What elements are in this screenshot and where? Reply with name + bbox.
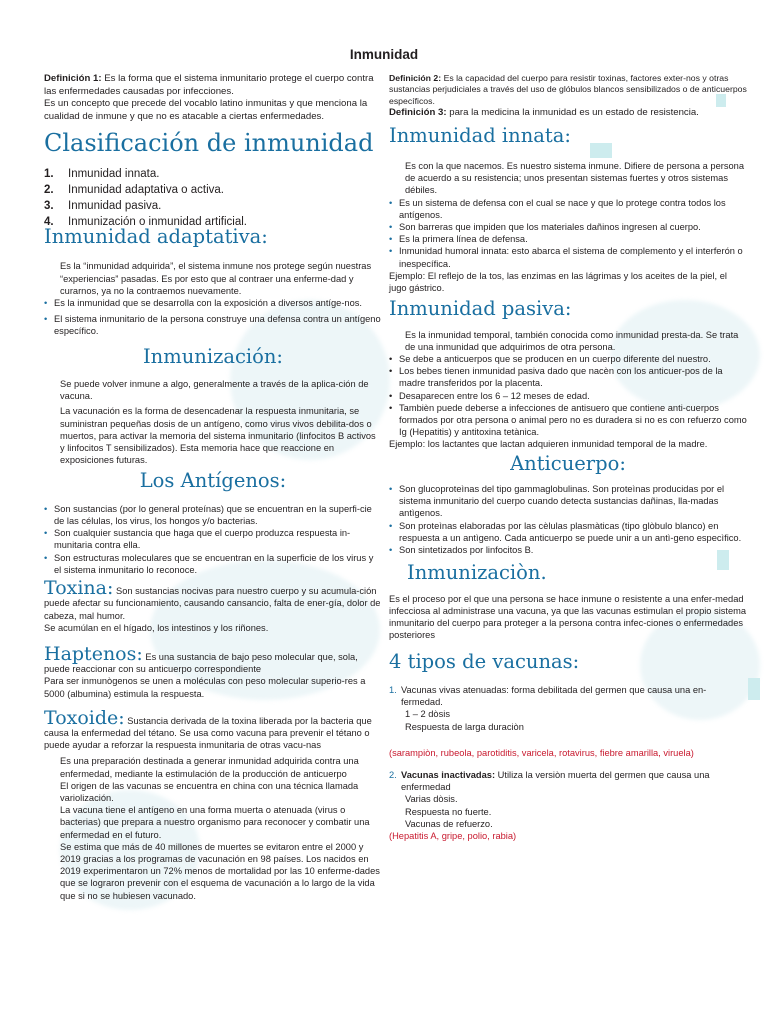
vacuna-1-line: Respuesta de larga duraciòn	[405, 721, 524, 732]
definition-3-text: para la medicina la inmunidad es un estado de resistencia.	[449, 106, 699, 118]
haptenos-heading: Haptenos:	[44, 642, 143, 665]
left-column	[44, 73, 382, 902]
vacuna-1-line: 1 – 2 dòsis	[405, 709, 450, 720]
list-item: 4. Inmunización o inmunidad artificial.	[44, 215, 247, 228]
definition-1-label: Definición 1:	[44, 73, 102, 84]
definition-2-text: Es la capacidad del cuerpo para resistir toxinas, factores exter-nos y otras sustancias perjudiciales a través del uso de glóbulos blancos sensibilizados o de anticuerpos específicos.	[389, 73, 747, 106]
definition-3	[389, 107, 747, 120]
inmunizacion-p1: Se puede volver inmune a algo, generalmente a través de la aplica-ción de vacuna.	[60, 379, 369, 402]
toxoide-para: Se estima que más de 40 millones de muertes se evitaron entre el 2000 y 2019 gracias a los programas de vacunación en 98 países. Los nacidos en 2019 experimentaron un 72% menos de mortalidad por las 10 enferme-dades que se lograron prevenir con el esquema de vacunación a lo largo de la vida que si no se hubiesen vacunado.	[60, 841, 380, 901]
adaptativa-intro: Es la “inmunidad adquirida”, el sistema inmune nos protege según nuestras “experiencias” pasadas. Es por esto que al contraer una enferme-dad y curarnos, ya no la contraemos nuevamente.	[60, 261, 372, 296]
list-item: 2. Inmunidad adaptativa o activa.	[44, 183, 224, 196]
list-item: • Son sustancias (por lo general proteínas) que se encuentran en la superfi-cie de las células, los virus, los hongos y/o bacterias.	[44, 503, 372, 527]
list-item: • Son barreras que impiden que los materiales dañinos ingresen al cuerpo.	[389, 221, 701, 232]
definition-1	[44, 73, 382, 123]
vacuna-2-examples: (Hepatitis A, gripe, polio, rabia)	[389, 830, 517, 841]
list-item: • Inmunidad humoral innata: esto abarca el sistema de complemento y el interferón o inespecífica.	[389, 246, 743, 269]
pasiva-intro: Es la inmunidad temporal, también conocida como inmunidad presta-da. Se trata de una inmunidad que adquirimos de otra persona.	[405, 329, 739, 352]
list-item: • Se debe a anticuerpos que se producen en un cuerpo diferente del nuestro.	[389, 353, 711, 364]
list-item: • Es la inmunidad que se desarrolla con la exposición a diversos antíge-nos.	[44, 298, 363, 308]
list-item: • El sistema inmunitario de la persona construye una defensa contra un antígeno específico.	[44, 314, 381, 337]
list-item: • Son cualquier sustancia que haga que el cuerpo produzca respuesta in-munitaria contra ella.	[44, 528, 351, 551]
haptenos-block	[44, 642, 382, 675]
toxoide-block	[44, 706, 382, 752]
vacuna-2-line: Respuesta no fuerte.	[405, 806, 492, 817]
list-item: • Son glucoproteìnas del tipo gammaglobulinas. Son proteìnas producidas por el sistema inmunitario del cuerpo cuando detecta sustancias dañinas, lla-madas antìgenos.	[389, 484, 725, 519]
vacunas-heading: 4 tipos de vacunas:	[389, 650, 580, 674]
list-item: • Son proteìnas elaboradas por las cèlulas plasmàticas (tipo glòbulo blanco) en respuesta a un antìgeno. Cada anticuerpo se puede unir a un antì-geno especìfico.	[389, 520, 742, 543]
decorative-square	[748, 678, 760, 700]
definition-2	[389, 73, 747, 107]
list-item: • Son sintetizados por linfocitos B.	[389, 545, 534, 556]
toxoide-para: La vacuna tiene el antígeno en una forma muerta o atenuada (virus o bacterias) que prepara a nuestro organismo para reconocer y combatir una enfermedad en el futuro.	[60, 805, 370, 840]
clasificacion-list	[44, 166, 382, 230]
list-item: 3. Inmunidad pasiva.	[44, 199, 162, 212]
toxina-heading: Toxina:	[44, 577, 114, 600]
list-item: 1. Inmunidad innata.	[44, 167, 160, 180]
clasificacion-heading: Clasificación de inmunidad	[44, 129, 374, 158]
haptenos-text: Es una sustancia de bajo peso molecular que, sola, puede reaccionar con su anticuerpo correspondiente	[44, 651, 358, 675]
inmunizacion-heading: Inmunización:	[142, 344, 284, 368]
innata-heading: Inmunidad innata:	[389, 124, 571, 148]
page-title: Inmunidad	[349, 47, 419, 62]
toxoide-heading: Toxoide:	[44, 706, 125, 729]
pasiva-example: Ejemplo: los lactantes que lactan adquieren inmunidad temporal de la madre.	[389, 439, 708, 450]
right-column	[389, 73, 747, 842]
definition-1-extra: Es un concepto que precede del vocablo latino inmunitas y que menciona la cualidad de inmune y que no es atacable a ciertas enfermedades.	[44, 98, 368, 122]
toxina-text: Son sustancias nocivas para nuestro cuerpo y su acumula-ción puede afectar su funcionamiento, causando cansancio, falta de ener-gía, dolor de cabeza, mal humor.	[44, 586, 381, 621]
inmunizacion-p2: La vacunación es la forma de desencadenar la respuesta inmunitaria, se suministran pequeñas dosis de un antígeno, como virus vivos debilita-dos o muertos, para activar la memoria del sistema inmunitario (linfocitos B activos y linfocitos T sensibilizados). Esta memoria hace que reaccione en exposiciones futuras.	[60, 406, 376, 466]
list-item: • Desaparecen entre los 6 – 12 meses de edad.	[389, 390, 590, 401]
vacuna-2-line: Varias dòsis.	[405, 794, 458, 805]
definition-2-label: Definición 2:	[389, 73, 442, 83]
vacuna-2-line: Vacunas de refuerzo.	[405, 818, 493, 829]
toxina-block	[44, 577, 382, 622]
toxoide-para: Es una preparación destinada a generar inmunidad adquirida contra una enfermedad, mediante la estimulación de la producción de anticuerpo	[60, 756, 359, 779]
haptenos-extra: Para ser inmunògenos se unen a moléculas con peso molecular superio-res a 5000 (albumina) estimula la respuesta.	[44, 676, 366, 699]
innata-example: Ejemplo: El reflejo de la tos, las enzimas en las lágrimas y los aceites de la piel, el jugo gástrico.	[389, 270, 727, 293]
anticuerpo-heading: Anticuerpo:	[510, 451, 626, 475]
vacuna-item-1: 1. Vacunas vivas atenuadas: forma debilitada del germen que causa una en-fermedad.	[389, 684, 707, 708]
vacuna-item-2: 2. Vacunas inactivadas: Utiliza la versiòn muerta del germen que causa una enfermedad	[389, 769, 710, 793]
list-item: • Es un sistema de defensa con el cual se nace y que lo protege contra todos los antígenos.	[389, 197, 726, 220]
inmunizacion-right-heading: Inmunizaciòn.	[407, 561, 547, 585]
toxoide-text: Sustancia derivada de la toxina liberada por la bacteria que causa la enfermedad del tétano. Se usa como vacuna para prevenir el tétano o puede ayudar a reforzar la respuesta inmunitaria de otras vacu-nas	[44, 715, 372, 751]
innata-intro: Es con la que nacemos. Es nuestro sistema inmune. Difiere de persona a persona de acuerdo a su resistencia; unos presentan sistemas fuertes y otros sistemas débiles.	[405, 160, 745, 196]
definition-1-text: Es la forma que el sistema inmunitario protege el cuerpo contra las enfermedades causadas por infecciones.	[44, 73, 374, 97]
vacuna-1-examples: (sarampiòn, rubeola, parotiditis, varicela, rotavirus, fiebre amarilla, viruela)	[389, 747, 694, 758]
definition-3-label: Definición 3:	[389, 106, 447, 118]
list-item: • Tambièn puede deberse a infecciones de antisuero que contiene anti-cuerpos formados por otra persona o animal pero no es duradera si no es con refuerzo como Ig (Hepatitis) y antitoxina tetànica.	[389, 402, 747, 438]
inmunizacion-right-text: Es el proceso por el que una persona se hace inmune o resistente a una enfer-medad infecciosa al administrase una vacuna, ya que las vacunas estimulan el propio sistema inmunitario del cuerpo para proteger a la persona contra infec-ciones o enfermedades posteriores	[389, 593, 747, 641]
list-item: • Son estructuras moleculares que se encuentran en la superficie de los virus y el sistema inmunitario lo reconoce.	[44, 552, 374, 575]
toxoide-para: El origen de las vacunas se encuentra en china con una técnica llamada variolización.	[60, 780, 359, 803]
toxina-extra: Se acumúlan en el hígado, los intestinos y los riñones.	[44, 622, 269, 633]
antigenos-heading: Los Antígenos:	[139, 469, 287, 493]
adaptativa-heading: Inmunidad adaptativa:	[44, 224, 268, 248]
pasiva-heading: Inmunidad pasiva:	[389, 297, 572, 321]
list-item: • Los bebes tienen inmunidad pasiva dado que nacèn con los anticuer-pos de la madre transferidos por la placenta.	[389, 366, 723, 389]
list-item: • Es la primera línea de defensa.	[389, 234, 528, 245]
